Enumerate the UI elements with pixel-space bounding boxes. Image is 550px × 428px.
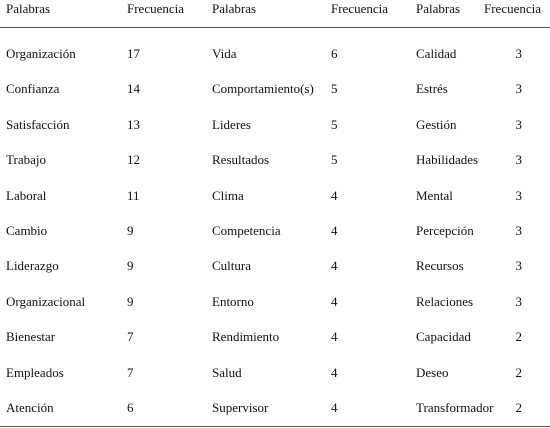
frequency-cell: 9 [127, 223, 134, 238]
frequency-cell: 2 [515, 329, 522, 344]
frequency-cell: 9 [127, 294, 134, 309]
frequency-cell: 4 [331, 223, 338, 238]
header-frecuencia-3: Frecuencia [484, 1, 542, 16]
word-cell: Organización [6, 46, 76, 61]
frequency-cell: 3 [515, 188, 522, 203]
frequency-cell: 11 [127, 188, 140, 203]
word-cell: Liderazgo [6, 258, 59, 273]
word-cell: Lideres [212, 117, 251, 132]
frequency-cell: 3 [515, 223, 522, 238]
frequency-cell: 5 [331, 152, 338, 167]
word-cell: Resultados [212, 152, 270, 167]
word-cell: Atención [6, 400, 54, 415]
word-cell: Estrés [416, 81, 448, 96]
frequency-cell: 3 [515, 294, 522, 309]
frequency-cell: 6 [127, 400, 134, 415]
frequency-cell: 3 [515, 152, 522, 167]
frequency-cell: 7 [127, 365, 134, 380]
word-cell: Gestión [416, 117, 457, 132]
frequency-cell: 4 [331, 365, 338, 380]
word-cell: Calidad [416, 46, 457, 61]
word-cell: Vida [212, 46, 237, 61]
word-cell: Recursos [416, 258, 464, 273]
word-cell: Competencia [212, 223, 281, 238]
word-cell: Entorno [212, 294, 254, 309]
word-cell: Percepción [416, 223, 474, 238]
header-palabras-2: Palabras [212, 1, 257, 16]
frequency-cell: 4 [331, 294, 338, 309]
frequency-cell: 2 [515, 400, 522, 415]
word-cell: Relaciones [416, 294, 474, 309]
frequency-cell: 17 [127, 46, 140, 61]
word-cell: Supervisor [212, 400, 269, 415]
word-cell: Salud [212, 365, 242, 380]
word-cell: Bienestar [6, 329, 56, 344]
frequency-cell: 12 [127, 152, 140, 167]
frequency-cell: 3 [515, 258, 522, 273]
word-cell: Deseo [416, 365, 449, 380]
word-cell: Cultura [212, 258, 251, 273]
word-cell: Trabajo [6, 152, 46, 167]
frequency-cell: 4 [331, 400, 338, 415]
word-cell: Organizacional [6, 294, 86, 309]
frequency-cell: 4 [331, 188, 338, 203]
word-cell: Comportamiento(s) [212, 81, 314, 96]
header-divider [0, 27, 550, 28]
word-cell: Habilidades [416, 152, 479, 167]
frequency-cell: 3 [515, 117, 522, 132]
frequency-cell: 3 [515, 81, 522, 96]
word-cell: Rendimiento [212, 329, 280, 344]
table-bottom-rule [0, 426, 550, 427]
frequency-cell: 5 [331, 117, 338, 132]
word-cell: Satisfacción [6, 117, 70, 132]
word-cell: Cambio [6, 223, 48, 238]
frequency-cell: 4 [331, 329, 338, 344]
header-palabras-3: Palabras [416, 1, 461, 16]
word-cell: Capacidad [416, 329, 471, 344]
header-palabras-1: Palabras [6, 1, 51, 16]
frequency-cell: 9 [127, 258, 134, 273]
frequency-cell: 5 [331, 81, 338, 96]
frequency-cell: 3 [515, 46, 522, 61]
header-frecuencia-1: Frecuencia [127, 1, 185, 16]
frequency-cell: 7 [127, 329, 134, 344]
frequency-cell: 14 [127, 81, 140, 96]
header-frecuencia-2: Frecuencia [331, 1, 389, 16]
frequency-cell: 4 [331, 258, 338, 273]
word-cell: Transformador [416, 400, 494, 415]
word-cell: Laboral [6, 188, 47, 203]
word-cell: Mental [416, 188, 453, 203]
word-cell: Empleados [6, 365, 64, 380]
frequency-cell: 6 [331, 46, 338, 61]
frequency-cell: 13 [127, 117, 140, 132]
word-cell: Clima [212, 188, 244, 203]
word-cell: Confianza [6, 81, 60, 96]
frequency-cell: 2 [515, 365, 522, 380]
